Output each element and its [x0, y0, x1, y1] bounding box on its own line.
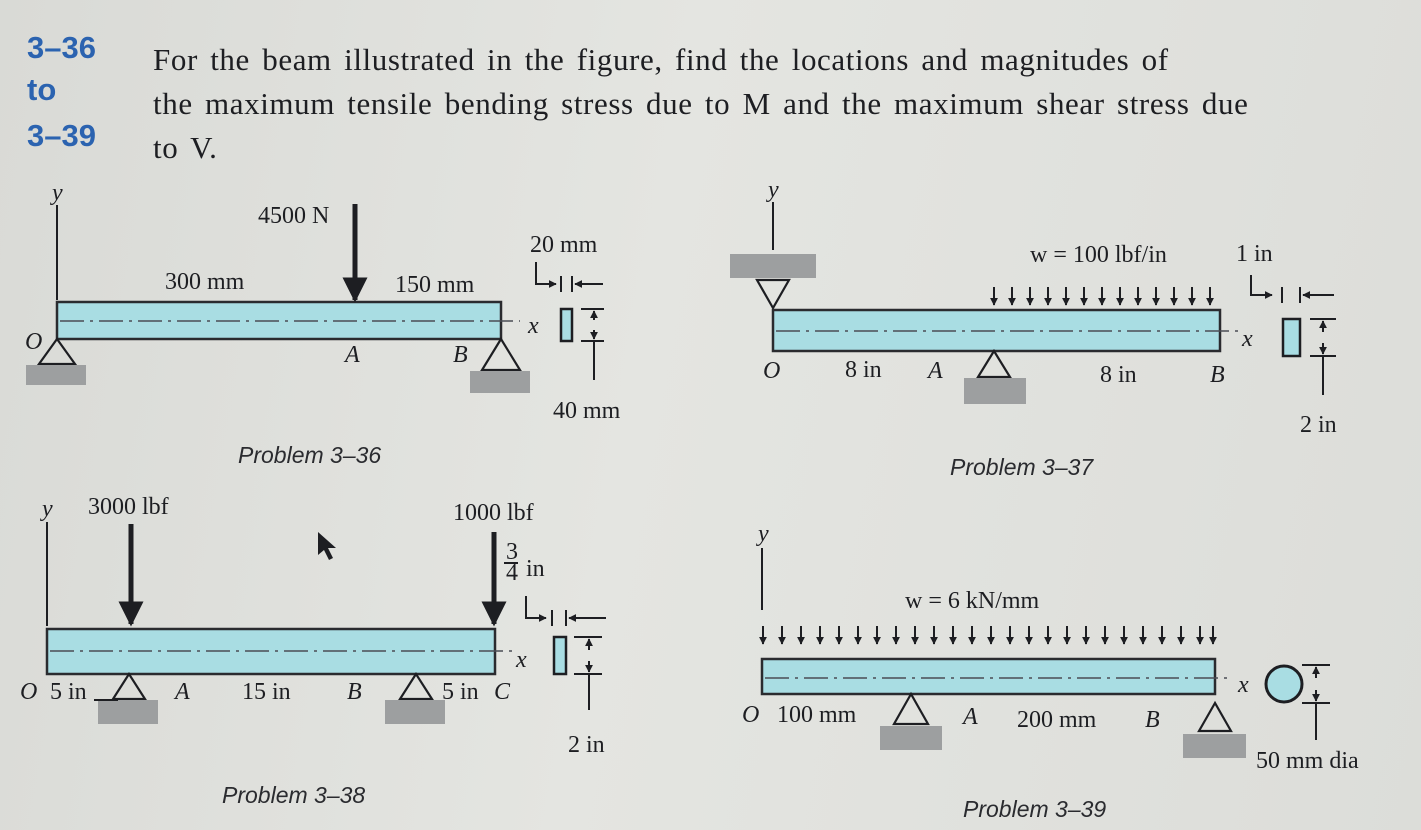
support-a: [113, 674, 145, 699]
y-axis-label: y: [768, 177, 779, 203]
ground-block: [26, 365, 86, 385]
point-a-label: A: [963, 704, 978, 730]
origin-label: O: [25, 329, 43, 355]
section-width-label: 20 mm: [530, 232, 598, 258]
dimension-left: 300 mm: [165, 269, 245, 295]
origin-label: O: [742, 702, 760, 728]
caption-problem-3-36: Problem 3–36: [238, 442, 382, 468]
dimension-1: 5 in: [50, 679, 87, 705]
caption-problem-3-39: Problem 3–39: [963, 796, 1107, 822]
point-b-label: B: [453, 342, 468, 368]
roller-support-b: [482, 339, 520, 370]
beam: [762, 659, 1215, 694]
statement-line-3: to V.: [153, 130, 218, 165]
support-a: [894, 694, 928, 724]
x-axis-label: x: [1238, 672, 1249, 698]
section-height-label: 40 mm: [553, 398, 621, 424]
ceiling-block: [730, 254, 816, 278]
section-height-label: 2 in: [1300, 412, 1337, 438]
problem-3-36-figure: [25, 180, 621, 468]
dimension-right: 8 in: [1100, 362, 1137, 388]
ground-block: [880, 726, 942, 750]
load-left-label: 3000 lbf: [88, 494, 169, 520]
load-right-label: 1000 lbf: [453, 500, 534, 526]
y-axis-label: y: [758, 521, 769, 547]
ground-block: [470, 371, 530, 393]
ground-block: [1183, 734, 1246, 758]
point-b-label: B: [1145, 707, 1160, 733]
point-a-label: A: [928, 358, 943, 384]
section-width-unit: in: [526, 556, 545, 582]
beam: [47, 629, 495, 674]
ground-block: [98, 700, 158, 724]
point-b-label: B: [1210, 362, 1225, 388]
x-axis-label: x: [1242, 326, 1253, 352]
section-width-denominator: 4: [506, 560, 518, 586]
problem-3-38-figure: [20, 494, 606, 808]
beam: [773, 310, 1220, 351]
mouse-cursor-icon: [318, 532, 336, 560]
origin-label: O: [20, 679, 38, 705]
distributed-load-arrows: [994, 287, 1210, 305]
cross-section: [1256, 665, 1359, 774]
point-a-label: A: [345, 342, 360, 368]
section-width-numerator: 3: [506, 539, 518, 565]
load-label: 4500 N: [258, 203, 330, 229]
dimension-left: 100 mm: [777, 702, 857, 728]
problem-range-start: 3–36: [27, 30, 96, 65]
caption-problem-3-38: Problem 3–38: [222, 782, 366, 808]
distributed-load-arrows: [763, 626, 1213, 644]
problem-3-37-figure: [730, 177, 1337, 480]
dimension-2: 15 in: [242, 679, 291, 705]
distributed-load-label: w = 100 lbf/in: [1030, 242, 1167, 268]
origin-label: O: [763, 358, 781, 384]
problem-range-to: to: [27, 72, 57, 107]
y-axis-label: y: [42, 496, 53, 522]
support-a: [978, 351, 1010, 377]
dimension-right: 200 mm: [1017, 707, 1097, 733]
section-width-label: 1 in: [1236, 241, 1273, 267]
support-b: [1199, 703, 1231, 731]
problem-3-39-figure: [742, 521, 1359, 822]
section-diameter-label: 50 mm dia: [1256, 748, 1359, 774]
pin-support-o: [757, 280, 789, 308]
support-b: [400, 674, 432, 699]
dimension-left: 8 in: [845, 357, 882, 383]
caption-problem-3-37: Problem 3–37: [950, 454, 1094, 480]
section-height-label: 2 in: [568, 732, 605, 758]
dimension-right: 150 mm: [395, 272, 475, 298]
y-axis-label: y: [52, 180, 63, 206]
statement-line-2: the maximum tensile bending stress due to M and the maximum shear stress due: [153, 86, 1249, 121]
point-a-label: A: [175, 679, 190, 705]
problem-range-end: 3–39: [27, 118, 96, 153]
x-axis-label: x: [516, 647, 527, 673]
ground-block: [964, 378, 1026, 404]
ground-block: [385, 700, 445, 724]
point-b-label: B: [347, 679, 362, 705]
x-axis-label: x: [528, 313, 539, 339]
distributed-load-label: w = 6 kN/mm: [905, 588, 1040, 614]
cross-section: [530, 232, 621, 424]
pin-support-o: [39, 339, 75, 364]
statement-line-1: For the beam illustrated in the figure, find the locations and magnitudes of: [153, 42, 1169, 77]
point-c-label: C: [494, 679, 511, 705]
dimension-3: 5 in: [442, 679, 479, 705]
